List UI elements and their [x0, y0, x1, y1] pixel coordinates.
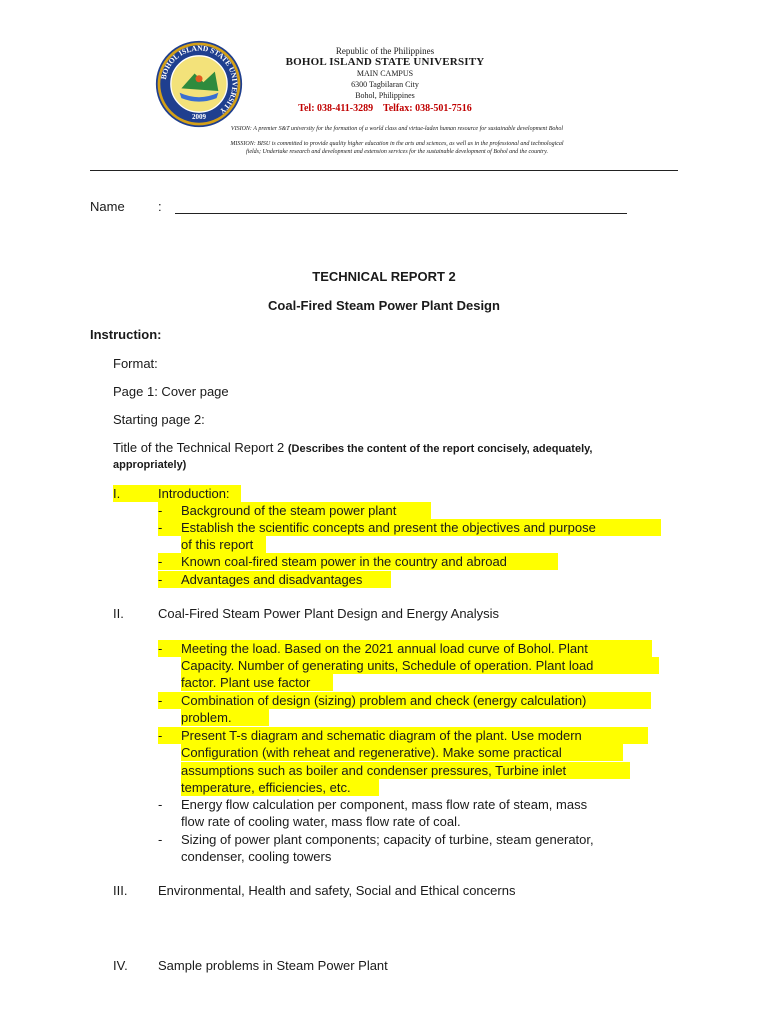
header-divider	[90, 170, 678, 171]
s1-item-3: Known coal-fired steam power in the country and abroad	[181, 554, 507, 569]
s1-item-1: Background of the steam power plant	[181, 503, 397, 518]
bullet-dash: -	[158, 797, 163, 812]
page1-line: Page 1: Cover page	[113, 384, 229, 399]
s2-item-1c: factor. Plant use factor	[181, 675, 311, 690]
s2-item-1b: Capacity. Number of generating units, Schedule of operation. Plant load	[181, 658, 594, 673]
s2-item-5b: condenser, cooling towers	[181, 849, 332, 864]
section-3-number: III.	[113, 883, 128, 898]
title-line-text: Title of the Technical Report 2	[113, 440, 288, 455]
s2-item-2b: problem.	[181, 710, 232, 725]
s2-item-3c: assumptions such as boiler and condenser pressures, Turbine inlet	[181, 763, 567, 778]
address-line-1: 6300 Tagbilaran City	[351, 80, 419, 89]
s2-item-4a: Energy flow calculation per component, mass flow rate of steam, mass	[181, 797, 588, 812]
bullet-dash: -	[158, 520, 163, 535]
section-2-title: Coal-Fired Steam Power Plant Design and Energy Analysis	[158, 606, 500, 621]
mission-statement-1: MISSION: BISU is committed to provide quality higher education in the arts and sciences, as well as in the professional and technological	[230, 141, 564, 147]
s2-item-2a: Combination of design (sizing) problem and check (energy calculation)	[181, 693, 587, 708]
university-name: BOHOL ISLAND STATE UNIVERSITY	[285, 56, 485, 68]
instruction-label: Instruction:	[90, 327, 162, 342]
campus-line: MAIN CAMPUS	[356, 69, 414, 78]
s2-item-5a: Sizing of power plant components; capacity of turbine, steam generator,	[181, 832, 594, 847]
name-label: Name	[90, 199, 125, 214]
s2-item-3a: Present T-s diagram and schematic diagram of the plant. Use modern	[181, 728, 582, 743]
republic-line: Republic of the Philippines	[335, 46, 435, 56]
mission-statement-2: fields; Undertake research and development and extension services for the sustainable development of Bohol and the country.	[246, 149, 548, 155]
letterhead	[240, 46, 530, 114]
section-1-title: Introduction:	[158, 486, 230, 501]
name-colon: :	[158, 199, 162, 214]
bullet-dash: -	[158, 728, 163, 743]
section-4-number: IV.	[113, 958, 128, 973]
section-2-number: II.	[113, 606, 124, 621]
title-line	[113, 439, 593, 458]
section-3-title: Environmental, Health and safety, Social and Ethical concerns	[158, 883, 516, 898]
s1-item-4: Advantages and disadvantages	[181, 572, 363, 587]
bullet-dash: -	[158, 503, 163, 518]
svg-text:BOHOL ISLAND STATE UNIVERSITY: BOHOL ISLAND STATE UNIVERSITY	[158, 43, 240, 116]
section-4-title: Sample problems in Steam Power Plant	[158, 958, 388, 973]
bullet-dash: -	[158, 572, 163, 587]
s1-item-2: Establish the scientific concepts and present the objectives and purpose	[181, 520, 596, 535]
bullet-dash: -	[158, 641, 163, 656]
format-label: Format:	[113, 356, 158, 371]
university-seal-icon	[155, 40, 243, 128]
vision-statement: VISION: A premier S&T university for the formation of a world class and virtue-laden human resource for sustainable development Bohol	[230, 126, 564, 132]
s2-item-3b: Configuration (with reheat and regenerative). Make some practical	[181, 745, 562, 760]
address-line-2: Bohol, Philippines	[355, 91, 415, 100]
title-note-1: (Describes the content of the report concisely, adequately,	[287, 443, 593, 455]
section-1-number: I.	[113, 486, 121, 501]
bullet-dash: -	[158, 693, 163, 708]
s2-item-3d: temperature, efficiencies, etc.	[181, 780, 351, 795]
report-subtitle: Coal-Fired Steam Power Plant Design	[268, 298, 500, 313]
s2-item-4b: flow rate of cooling water, mass flow rate of coal.	[181, 814, 461, 829]
bullet-dash: -	[158, 554, 163, 569]
seal-year: 2009	[191, 113, 207, 122]
s1-item-2b: of this report	[181, 537, 254, 552]
report-title: TECHNICAL REPORT 2	[312, 269, 456, 284]
s2-item-1a: Meeting the load. Based on the 2021 annual load curve of Bohol. Plant	[181, 641, 588, 656]
contact-line: Tel: 038-411-3289 Telfax: 038-501-7516	[298, 103, 472, 114]
starting-page-line: Starting page 2:	[113, 412, 205, 427]
name-field-line[interactable]	[175, 213, 627, 214]
title-note-2: appropriately)	[113, 459, 187, 471]
bullet-dash: -	[158, 832, 163, 847]
